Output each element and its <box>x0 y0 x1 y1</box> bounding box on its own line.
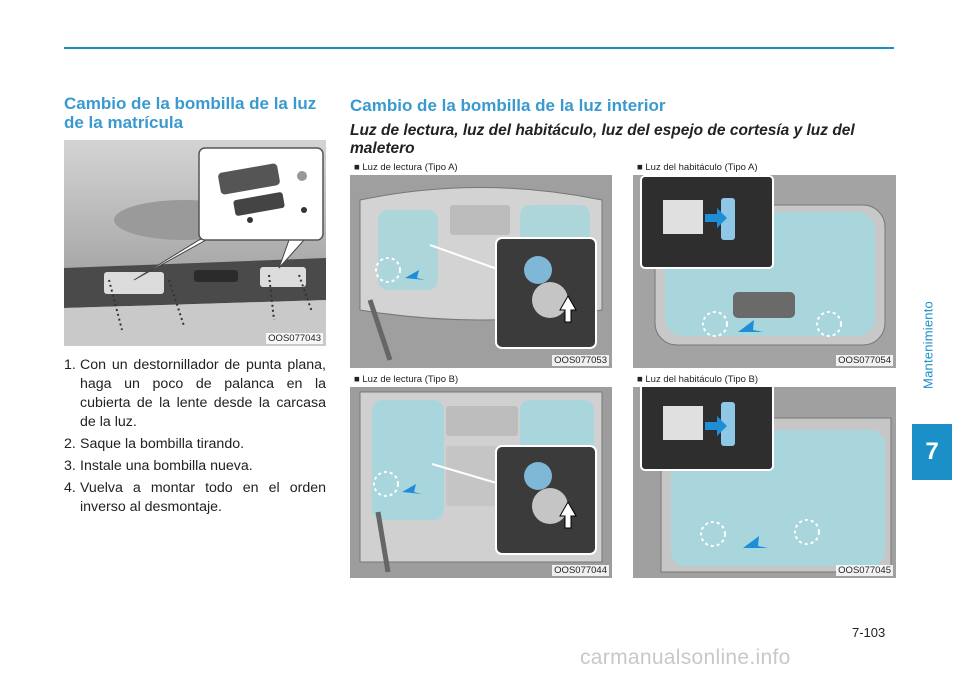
figure-code: OOS077045 <box>838 565 891 576</box>
top-rule <box>64 47 894 49</box>
list-item: 4. Vuelva a montar todo en el orden inverso al desmontaje. <box>64 480 326 515</box>
figure-code: OOS077054 <box>838 355 891 366</box>
reading-light-b-illustration <box>350 372 612 578</box>
watermark: carmanualsonline.info <box>580 646 791 669</box>
figure-caption: ■ Luz de lectura (Tipo A) <box>350 160 612 175</box>
reading-light-type-a-figure <box>350 160 612 368</box>
interior-light-subheading: Luz de lectura, luz del habitáculo, luz del espejo de cortesía y luz del maletero <box>350 122 855 157</box>
page-number: 7-103 <box>852 625 886 640</box>
figure-code: OOS077053 <box>554 355 607 366</box>
steps-list <box>64 356 326 520</box>
figure-code: OOS077044 <box>554 565 607 576</box>
reading-light-a-illustration <box>350 160 612 368</box>
license-light-illustration <box>64 140 326 346</box>
figure-code: OOS077043 <box>268 333 321 344</box>
interior-light-b-illustration <box>633 372 896 578</box>
figure-caption: ■ Luz de lectura (Tipo B) <box>350 372 612 387</box>
interior-light-type-a-figure <box>633 160 896 368</box>
interior-light-a-illustration <box>633 160 896 368</box>
figure-caption: ■ Luz del habitáculo (Tipo A) <box>633 160 896 175</box>
chapter-tab[interactable]: 7 <box>912 424 952 480</box>
interior-light-heading: Cambio de la bombilla de la luz interior <box>350 96 666 115</box>
license-light-heading: Cambio de la bombilla de la luz de la matrícula <box>64 94 317 132</box>
section-side-label: Mantenimiento <box>920 301 936 389</box>
list-item: 1. Con un destornillador de punta plana, haga un poco de palanca en la cubierta de la lente desde la carcasa de la luz. <box>64 357 326 430</box>
reading-light-type-b-figure <box>350 372 612 578</box>
list-item: 2. Saque la bombilla tirando. <box>64 436 245 452</box>
interior-light-type-b-figure <box>633 372 896 578</box>
license-light-figure <box>64 140 326 346</box>
list-item: 3. Instale una bombilla nueva. <box>64 458 253 474</box>
figure-caption: ■ Luz del habitáculo (Tipo B) <box>633 372 896 387</box>
